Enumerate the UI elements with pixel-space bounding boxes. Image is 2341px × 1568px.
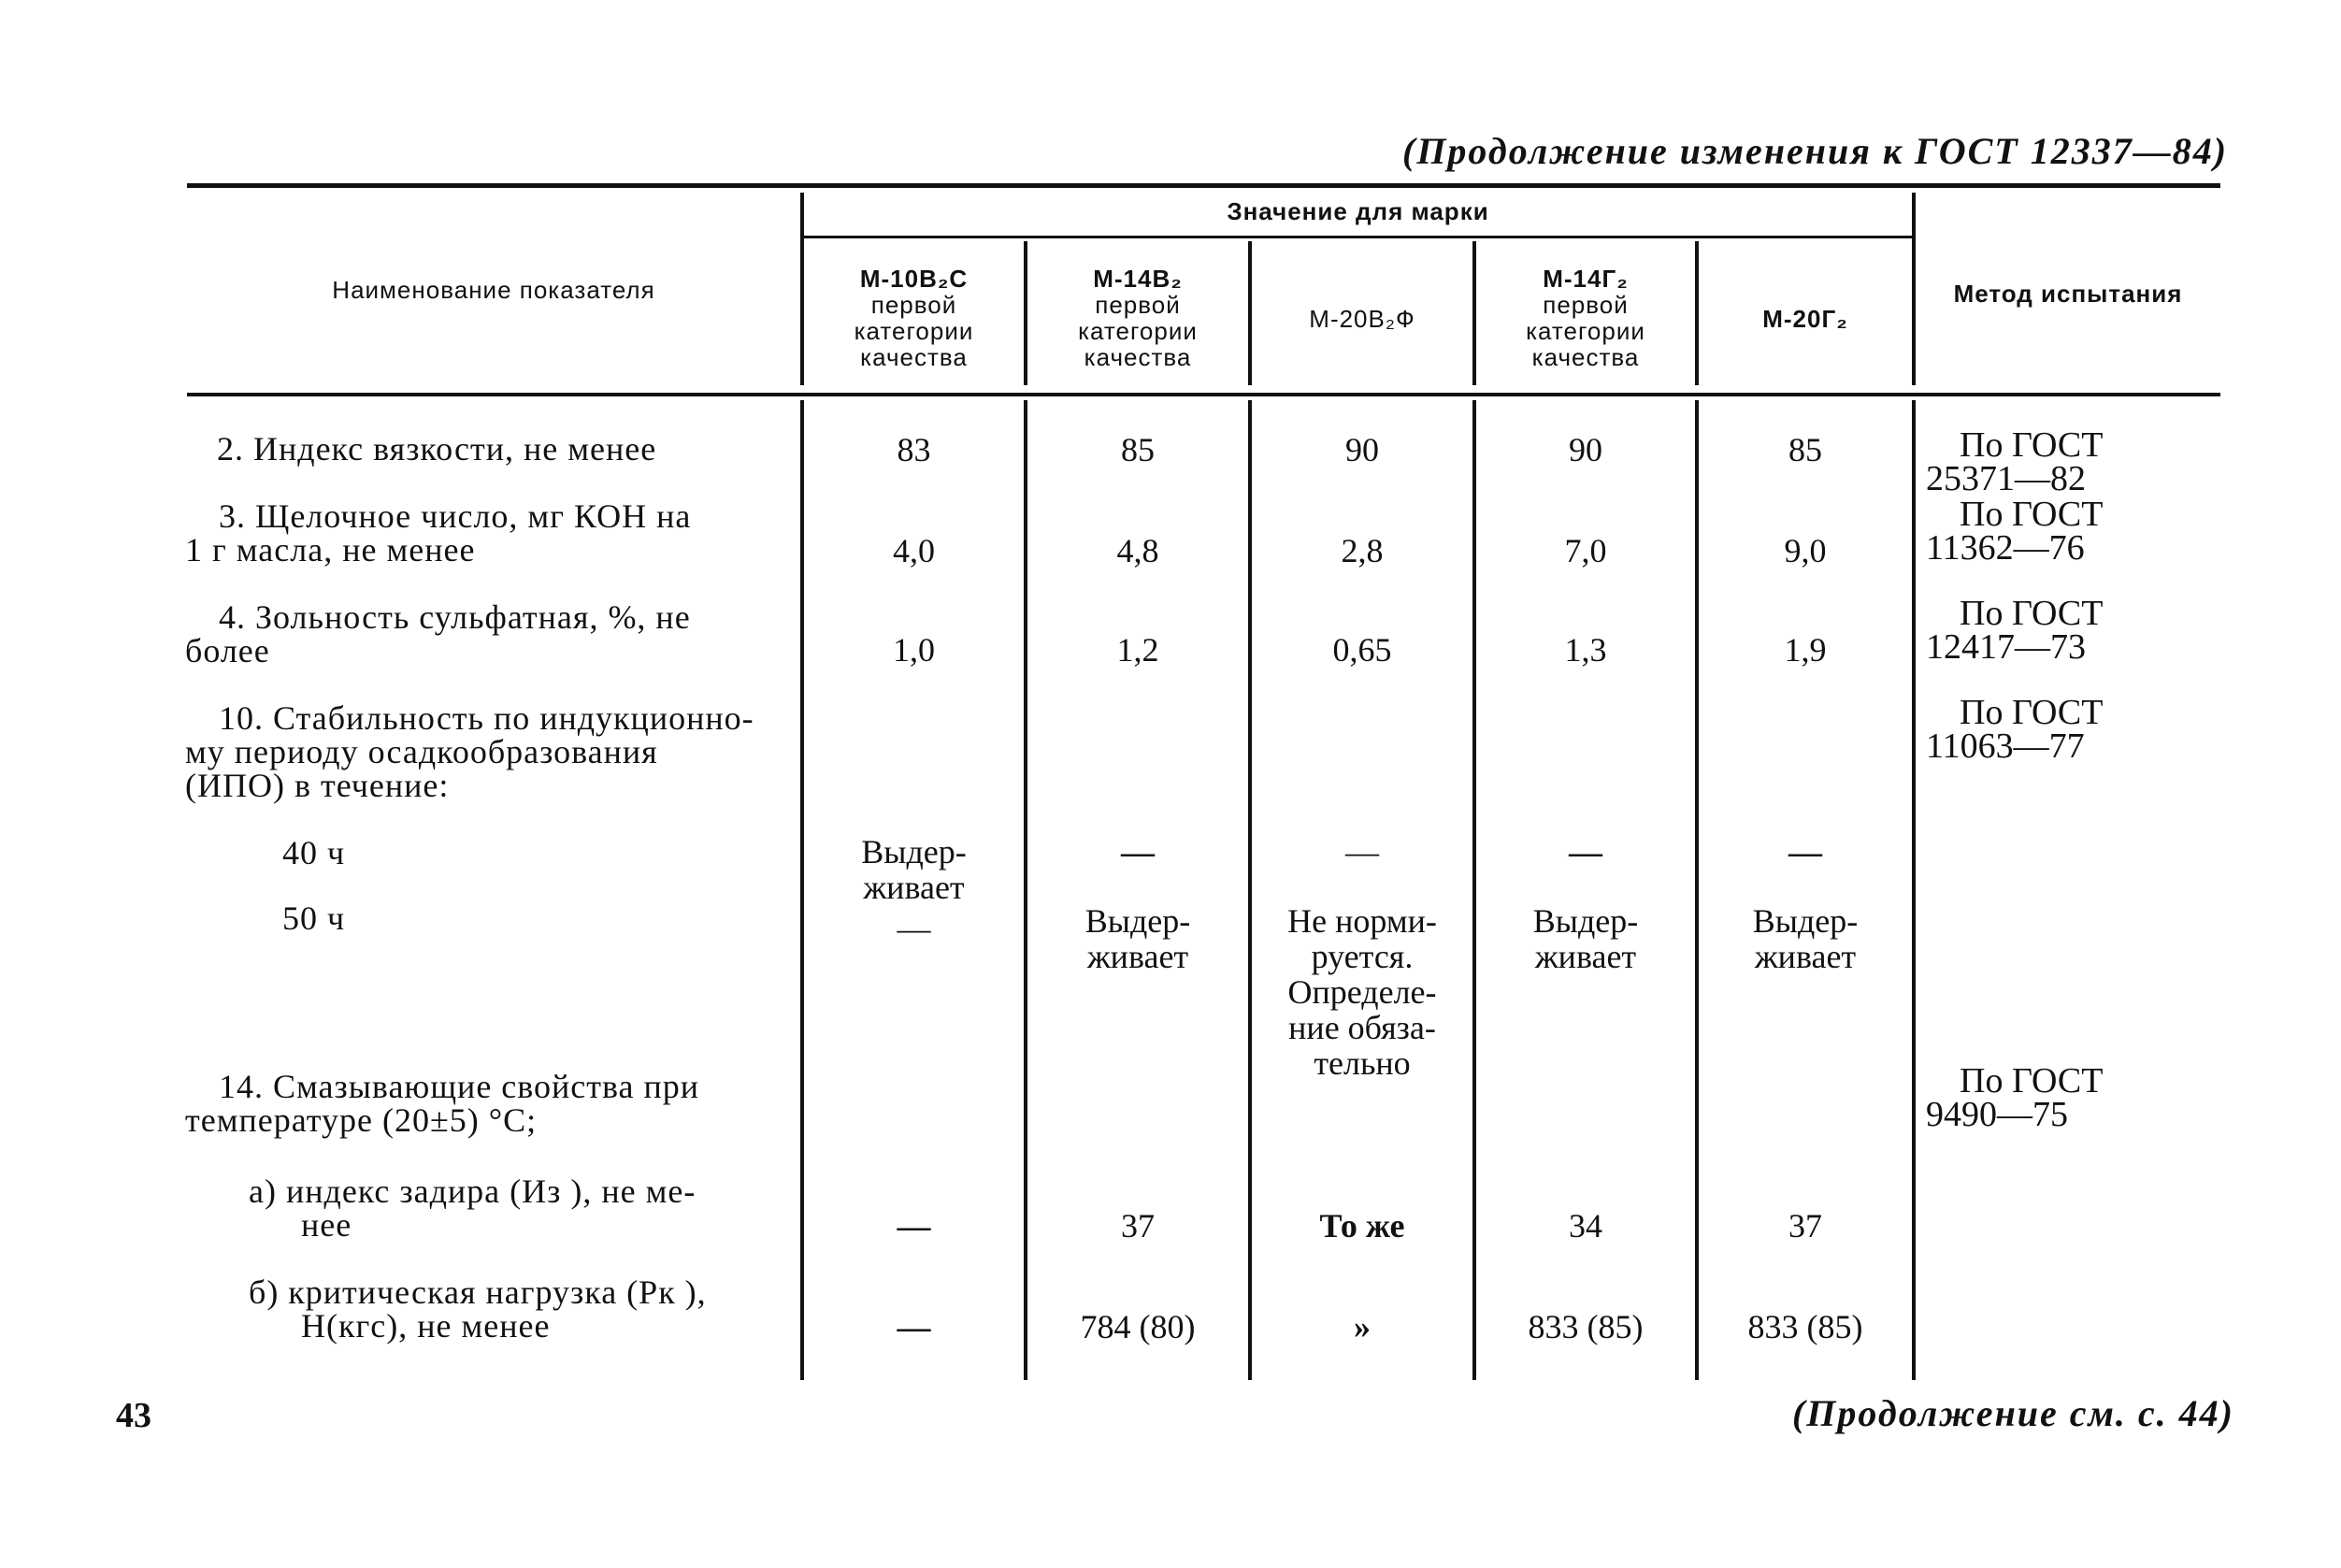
test-method: По ГОСТ 9490—75 (1926, 1061, 2104, 1134)
table-cell: 1,2 (1116, 631, 1159, 669)
table-cell: 833 (85) (1528, 1308, 1644, 1345)
header-value-group: Значение для марки (1227, 197, 1489, 225)
table-cell: 1,3 (1564, 631, 1607, 669)
table-cell: 90 (1569, 431, 1602, 468)
header-grade-m20v2f: М-20В₂Ф (1309, 305, 1415, 333)
table-cell: » (1354, 1308, 1371, 1345)
table-cell: 7,0 (1564, 532, 1607, 569)
header-grade-m14v2: М-14В₂ первой категории качества (1078, 265, 1198, 371)
header-grade-m14g2: М-14Г₂ первой категории качества (1526, 265, 1645, 371)
row-subname: 50 ч (282, 899, 346, 937)
table-cell: Выдер- живает (1532, 902, 1639, 975)
table-cell: 83 (897, 431, 931, 468)
table-cell: — (897, 1308, 931, 1345)
table-cell: 0,65 (1332, 631, 1392, 669)
row-name: 14. Смазывающие свойства при температуре (20±5) °С; (185, 1068, 700, 1139)
test-method: По ГОСТ 12417—73 (1926, 594, 2104, 667)
header-indicator: Наименование показателя (332, 276, 655, 304)
table-cell: — (1569, 833, 1602, 870)
table-cell: 37 (1121, 1207, 1155, 1244)
table-cell: 34 (1569, 1207, 1602, 1244)
continuation-header: (Продолжение изменения к ГОСТ 12337—84) (1402, 130, 2229, 172)
table-cell: То же (1319, 1207, 1405, 1244)
row-name: 4. Зольность сульфатная, %, не более (185, 598, 691, 669)
table-cell: 1,0 (893, 631, 935, 669)
test-method: По ГОСТ 11063—77 (1926, 693, 2104, 766)
table-cell: Выдер- живает (861, 833, 967, 906)
table-top-rule (187, 183, 2220, 188)
table-cell: — (1121, 833, 1155, 870)
row-name: 10. Стабильность по индукционно- му периоду осадкообразования (ИПО) в течение: (185, 699, 754, 804)
header-bottom-rule (187, 393, 2220, 396)
group-header-rule (804, 236, 1912, 238)
table-cell: Выдер- живает (1752, 902, 1859, 975)
table-cell: — (1788, 833, 1822, 870)
table-cell: 1,9 (1784, 631, 1827, 669)
row-name: 3. Щелочное число, мг КОН на 1 г масла, не менее (185, 497, 692, 568)
table-cell: Выдер- живает (1084, 902, 1191, 975)
table-cell: 85 (1788, 431, 1822, 468)
test-method: По ГОСТ 11362—76 (1926, 495, 2104, 568)
header-grade-m20g2: М-20Г₂ (1762, 305, 1848, 333)
table-cell: 2,8 (1341, 532, 1384, 569)
table-cell: 833 (85) (1747, 1308, 1863, 1345)
row-subname: 40 ч (282, 834, 346, 871)
header-grade-m10v2s: М-10В₂С первой категории качества (854, 265, 974, 371)
table-cell: 90 (1345, 431, 1379, 468)
table-cell: — (1345, 833, 1379, 870)
page-number: 43 (116, 1396, 151, 1435)
table-cell: — (897, 1207, 931, 1244)
table-cell: 784 (80) (1080, 1308, 1196, 1345)
table-cell: 4,8 (1116, 532, 1159, 569)
table-cell: — (897, 910, 931, 947)
column-divider (1912, 400, 1916, 1380)
row-subname: б) критическая нагрузка (Рк ), Н(кгс), не менее (249, 1273, 707, 1345)
table-cell: Не норми- руется. Определе- ние обяза- тельно (1287, 902, 1437, 1082)
table-cell: 37 (1788, 1207, 1822, 1244)
row-subname: а) индекс задира (Из ), не ме- нее (249, 1172, 697, 1244)
test-method: По ГОСТ 25371—82 (1926, 425, 2104, 498)
table-cell: 85 (1121, 431, 1155, 468)
header-method: Метод испытания (1953, 280, 2183, 308)
continuation-footer: (Продолжение см. с. 44) (1791, 1392, 2234, 1434)
row-name: 2. Индекс вязкости, не менее (217, 430, 657, 468)
table-cell: 9,0 (1784, 532, 1827, 569)
table-cell: 4,0 (893, 532, 935, 569)
